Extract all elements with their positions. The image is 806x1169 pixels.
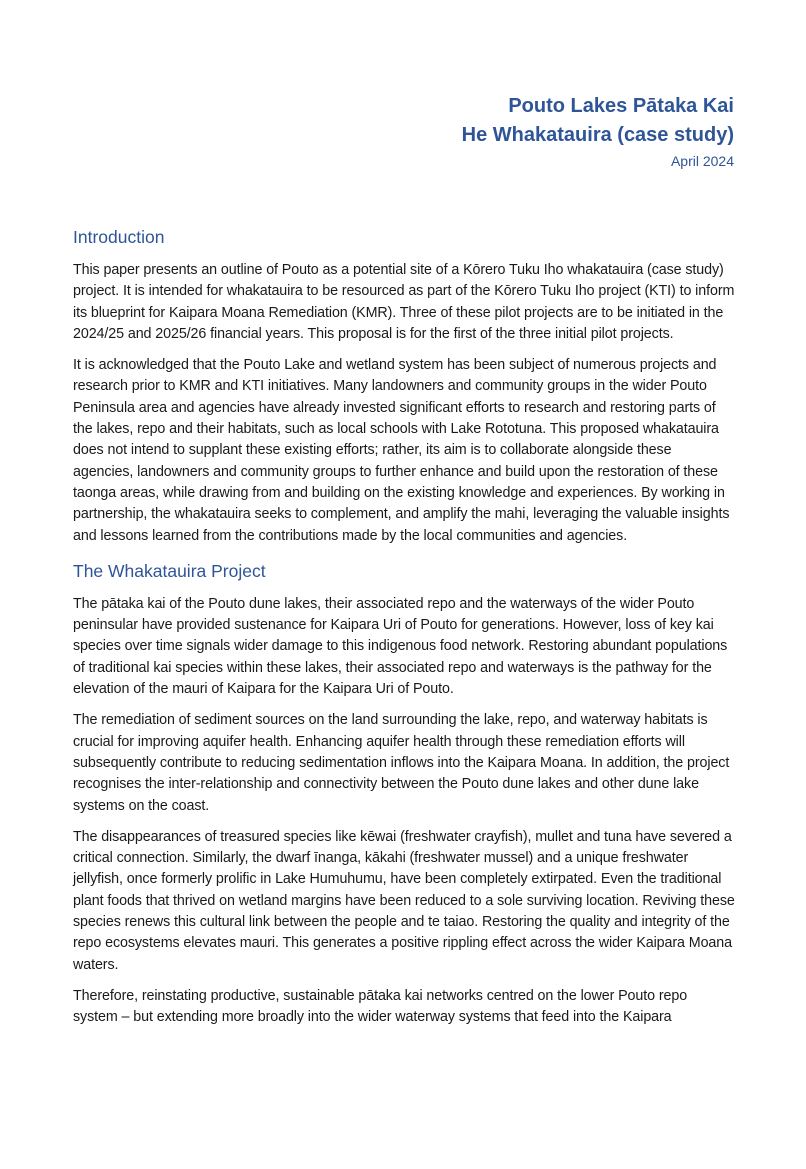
document-body bbox=[73, 225, 735, 1039]
paragraph: It is acknowledged that the Pouto Lake and wetland system has been subject of numerous projects and research prior to KMR and KTI initiatives. Many landowners and community groups in the wider Pouto Peninsula area and agencies have already invested significant efforts to research and restoring parts of the lakes, repo and their habitats, such as local schools with Lake Rototuna. This proposed whakatauira does not intend to supplant these existing efforts; rather, its aim is to collaborate alongside these agencies, landowners and community groups to further enhance and build upon the restoration of these taonga areas, while drawing from and building on the existing knowledge and experiences. By working in partnership, the whakatauira seeks to complement, and amplify the mahi, leveraging the valuable insights and lessons learned from the contributions made by the local communities and agencies. bbox=[73, 357, 730, 544]
section-heading: The Whakatauira Project bbox=[73, 560, 266, 581]
section-whakatauira-project bbox=[73, 559, 735, 1029]
paragraph: Therefore, reinstating productive, sustainable pātaka kai networks centred on the lower Pouto repo system – but extending more broadly into the wider waterway systems that feed into the Kaipara bbox=[73, 987, 688, 1026]
paragraph: This paper presents an outline of Pouto as a potential site of a Kōrero Tuku Iho whakatauira (case study) project. It is intended for whakatauira to be resourced as part of the Kōrero Tuku Iho project (KTI) to inform its blueprint for Kaipara Moana Remediation (KMR). Three of these pilot projects are to be initiated in the 2024/25 and 2025/26 financial years. This proposal is for the first of the three initial pilot projects. bbox=[73, 262, 735, 342]
paragraph: The disappearances of treasured species like kēwai (freshwater crayfish), mullet and tuna have severed a critical connection. Similarly, the dwarf īnanga, kākahi (freshwater mussel) and a unique freshwater jellyfish, once formerly prolific in Lake Humuhumu, have been completely extirpated. Even the traditional plant foods that thrived on wetland margins have been reduced to a sole surviving location. Reviving these species renews this cultural link between the people and te taiao. Restoring the quality and integrity of the repo ecosystems elevates mauri. This generates a positive rippling effect across the wider Kaipara Moana waters. bbox=[73, 828, 735, 973]
paragraph: The pātaka kai of the Pouto dune lakes, their associated repo and the waterways of the wider Pouto peninsular have provided sustenance for Kaipara Uri of Pouto for generations. However, loss of key kai species over time signals wider damage to this indigenous food network. Restoring abundant populations of traditional kai species within these lakes, their associated repo and waterways is the pathway for the elevation of the mauri of Kaipara for the Kaipara Uri of Pouto. bbox=[73, 595, 728, 698]
section-introduction bbox=[73, 225, 735, 547]
title-block bbox=[462, 92, 734, 171]
document-title: Pouto Lakes Pātaka Kai bbox=[508, 95, 734, 117]
document-subtitle: He Whakatauira (case study) bbox=[461, 124, 734, 146]
document-date: April 2024 bbox=[670, 153, 734, 169]
section-heading: Introduction bbox=[73, 227, 165, 247]
paragraph: The remediation of sediment sources on the land surrounding the lake, repo, and waterway habitats is crucial for improving aquifer health. Enhancing aquifer health through these remediation efforts will subsequently contribute to reducing sedimentation inflows into the Kaipara Moana. In addition, the project recognises the inter-relationship and connectivity between the Pouto dune lakes and other dune lake systems on the coast. bbox=[73, 712, 730, 814]
